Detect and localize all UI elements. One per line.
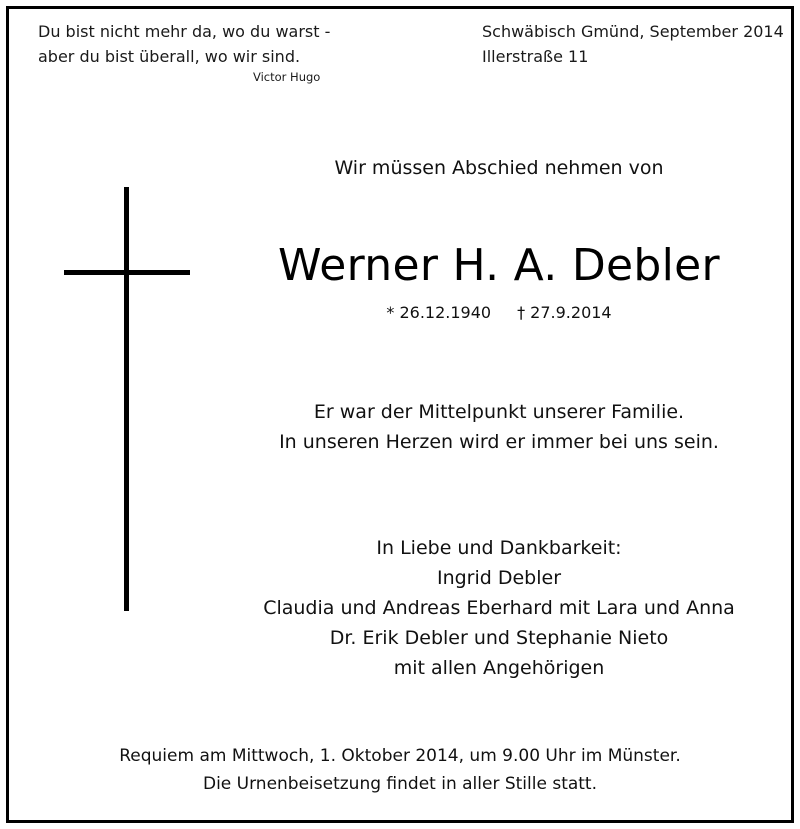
deceased-name: Werner H. A. Debler (278, 240, 720, 291)
tribute-line-2: In unseren Herzen wird er immer bei uns sein. (279, 431, 719, 453)
cross-icon-vertical-beam (124, 187, 129, 611)
birth-date: * 26.12.1940 (386, 303, 492, 322)
family-member: Ingrid Debler (436, 567, 562, 589)
requiem-info: Requiem am Mittwoch, 1. Oktober 2014, um 9.00 Uhr im Münster. (119, 746, 681, 766)
service-info (9, 742, 791, 798)
place-date: Schwäbisch Gmünd, September 2014 (482, 22, 784, 41)
life-dates (189, 301, 800, 325)
family-heading: In Liebe und Dankbarkeit: (376, 537, 622, 559)
family-member: Dr. Erik Debler und Stephanie Nieto (329, 627, 669, 649)
obituary-notice (6, 6, 794, 823)
family-member: mit allen Angehörigen (393, 657, 605, 679)
intro-text: Wir müssen Abschied nehmen von (334, 157, 664, 179)
family-signature (189, 533, 800, 683)
place-and-address (482, 19, 784, 69)
quote (38, 19, 330, 69)
address: Illerstraße 11 (482, 47, 589, 66)
family-member: Claudia und Andreas Eberhard mit Lara und Anna (263, 597, 735, 619)
burial-info: Die Urnenbeisetzung findet in aller Stille statt. (202, 774, 598, 794)
quote-line-1: Du bist nicht mehr da, wo du warst - (38, 22, 331, 41)
tribute-text (189, 397, 800, 457)
death-date: † 27.9.2014 (517, 303, 612, 322)
tribute-line-1: Er war der Mittelpunkt unserer Familie. (313, 401, 685, 423)
cross-icon-horizontal-beam (64, 270, 190, 275)
quote-line-2: aber du bist überall, wo wir sind. (38, 47, 301, 66)
quote-author: Victor Hugo (253, 70, 321, 84)
